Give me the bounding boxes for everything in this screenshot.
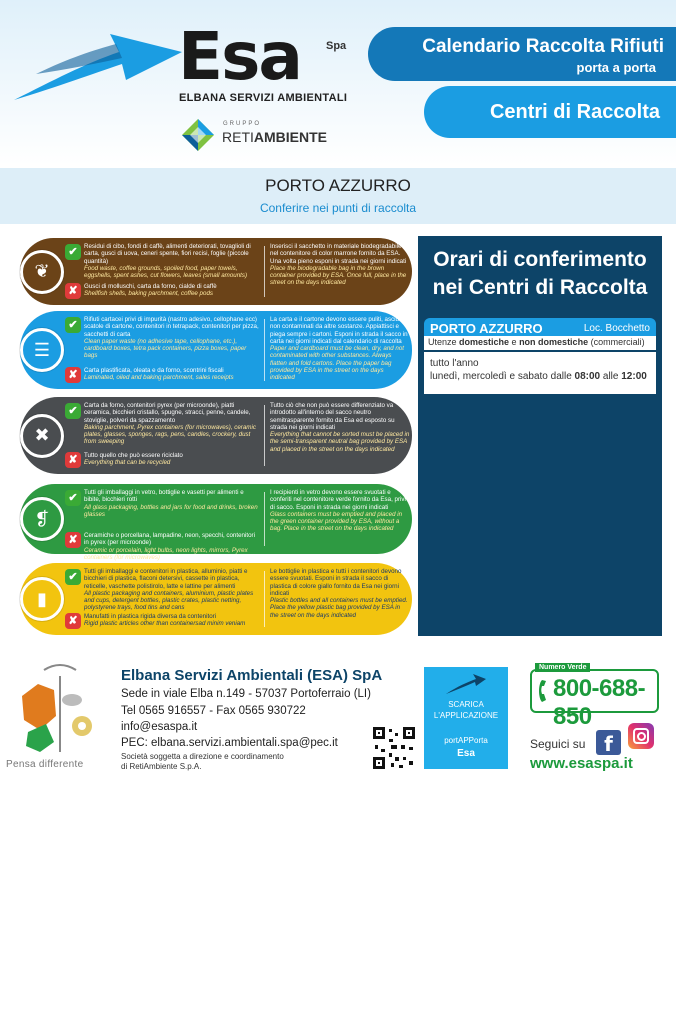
thumbs-down-icon: ✘ (65, 283, 81, 299)
yes-text: Tutti gli imballaggi in vetro, bottiglie e vasetti per alimenti e bibite, bicchieri rotti All glass packaging, bottles and jars for food and drinks, broken glasses (84, 489, 258, 518)
centri-title: Centri di Raccolta (489, 101, 660, 123)
location-name: PORTO AZZURRO (265, 176, 411, 195)
row-divider (264, 246, 265, 297)
retiambiente-logo-icon (180, 117, 216, 153)
company-email[interactable]: info@esaspa.it (121, 721, 198, 733)
instructions-text: Tutto ciò che non può essere differenziato va introdotto all'interno del sacco neutro semitrasparente fornito da Esa ed esposto su strada nei giorni indicati Everything that cannot be sorted must be placed in the semi-transparent neutral bag provided by ESA and placed in the street on the days indicated (270, 402, 410, 453)
orari-utenze: Utenze domestiche e non domestiche (commerciali) (428, 337, 645, 347)
apple-core-icon: ❦ (20, 250, 64, 294)
calendar-subtitle: porta a porta (576, 60, 656, 75)
pensa-differente-label: Pensa differente (6, 759, 84, 770)
esa-logo-subtitle: ELBANA SERVIZI AMBIENTALI (179, 92, 348, 104)
thumbs-up-icon: ✔ (65, 317, 81, 333)
no-text: Gusci di molluschi, carta da forno, cialde di caffè Shellfish shells, baking parchment, coffee pods (84, 283, 217, 298)
instructions-text: Inserisci il sacchetto in materiale biodegradabile nel contenitore di color marrone fornito da ESA. Una volta pieno esponi in strada nei giorni indicati Place the biodegradable bag in the brown container provided by ESA. Once full, place in the street on the days indicated (270, 243, 407, 287)
trash-bin-icon: ✖ (20, 414, 64, 458)
thumbs-down-icon: ✘ (65, 532, 81, 548)
category-row (20, 484, 412, 561)
company-pec[interactable]: PEC: elbana.servizi.ambientali.spa@pec.it (121, 737, 338, 749)
no-text: Ceramiche o porcellana, lampadine, neon, specchi, contenitori in pyrex (per microonde) Ceramic or porcelain, light bulbs, neon lights, mirrors, Pyrex containers (for microwaves) (84, 532, 255, 561)
thumbs-up-icon: ✔ (65, 403, 81, 419)
orari-place: PORTO AZZURRO (430, 321, 543, 336)
yes-text: Residui di cibo, fondi di caffè, alimenti deteriorati, tovaglioli di carta, gusci di uova, ceneri spente, fiori recisi, foglie (piccole quantità) Food waste, coffee grounds, spoiled food, paper towels, eggshells, spent ashes, cut flowers, leaves (small amounts) (84, 243, 251, 280)
instructions-text: La carta e il cartone devono essere puliti, asciutti e non contaminati da altre sostanze. Appiattisci e piega sempre i cartoni. Esponi in strada il sacco in carta nei giorni indicati dal calendario di raccolta Paper and cardboard must be clean, dry, and not contaminated with other substances. Always flatten and fold cartons. Place the paper bag provided by ESA in the street on the days indicated (270, 316, 409, 382)
category-row (20, 238, 412, 305)
no-text: Manufatti in plastica rigida diversa da contenitori Rigid plastic articles other than containersad minim veniam (84, 613, 246, 628)
company-name: Elbana Servizi Ambientali (ESA) SpA (121, 667, 383, 684)
calendar-title: Calendario Raccolta Rifiuti (422, 36, 664, 57)
glass-bottle-icon: ❡ (20, 497, 64, 541)
no-text: Tutto quello che può essere riciclato Everything that can be recycled (84, 452, 183, 467)
paper-document-icon: ☰ (20, 328, 64, 372)
yes-text: Rifiuti cartacei privi di impurità (nastro adesivo, cellophane ecc) scatole di cartone, contenitori in tetrapack, contenitori per pizza, sacchetti di carta Clean paper waste (no adhesive tape, cellophane, etc.), cardboard boxes, tetra pack containers, pizza boxes, paper bags (84, 316, 259, 360)
no-text: Carta plastificata, oleata e da forno, scontrini fiscali Laminated, oiled and baking parchment, sales receipts (84, 367, 234, 382)
category-row (20, 397, 412, 474)
company-address: Sede in viale Elba n.149 - 57037 Portoferraio (LI) (121, 688, 371, 700)
thumbs-down-icon: ✘ (65, 367, 81, 383)
group-name: RETIAMBIENTE (222, 129, 328, 145)
instructions-text: I recipienti in vetro devono essere svuotati e conferiti nel contenitore verde fornito da Esa, privi di sacco. Esponi in strada nei giorni indicati Glass containers must be emptied and placed in the green container provided by ESA, without a bag. Place in the street on the days indicated (270, 489, 406, 533)
instagram-icon[interactable] (628, 723, 654, 749)
instructions-text: Le bottiglie in plastica e tutti i contenitori devono essere svuotati. Esponi in strada il sacco di plastica di colore giallo fornito da Esa nei giorni indicati Plastic bottles and all containers must be emptied. Place the yellow plastic bag provided by ESA in the street on the days indicated (270, 568, 408, 619)
company-tel: Tel 0565 916557 - Fax 0565 930722 (121, 705, 306, 717)
row-divider (264, 405, 265, 466)
plastic-bottle-icon: ▮ (20, 577, 64, 621)
phone-handset-icon (538, 678, 552, 704)
app-esa-logo: Esa (457, 748, 475, 759)
thumbs-up-icon: ✔ (65, 490, 81, 506)
row-divider (264, 571, 265, 627)
row-divider (264, 319, 265, 381)
esa-swoosh-small-icon (446, 672, 486, 696)
yes-text: Tutti gli imballaggi e contenitori in plastica, alluminio, piatti e bicchieri di plastica, flaconi detersivi, cassette in plastica, reticelle, vaschette polistirolo, latte e lattine per alimenti All plastic packaging and containers, aluminium, plastic plates and cups, detergent bottles, plastic crates, plastic netting, polystyrene trays, food tins and cans (84, 568, 254, 612)
row-divider (264, 492, 265, 546)
company-soggetta: Società soggetta a direzione e coordinamento (121, 752, 284, 761)
qr-code-icon[interactable] (371, 725, 417, 771)
app-name: portAPPorta (444, 736, 488, 745)
app-download-line1: SCARICA (448, 700, 484, 709)
thumbs-up-icon: ✔ (65, 244, 81, 260)
thumbs-up-icon: ✔ (65, 569, 81, 585)
orari-location: Loc. Bocchetto (583, 323, 650, 334)
orari-title: Orari di conferimento nei Centri di Raccolta (432, 248, 648, 299)
category-row (20, 311, 412, 389)
orari-period: tutto l'anno (430, 358, 479, 369)
numero-verde-number[interactable]: 800-688-850 (553, 675, 646, 730)
orari-days: lunedì, mercoledì e sabato dalle 08:00 alle 12:00 (430, 371, 647, 382)
esa-logo-spa: Spa (326, 40, 347, 52)
numero-verde-label: Numero Verde (535, 663, 590, 672)
esa-swoosh-logo-icon (14, 22, 184, 106)
thumbs-down-icon: ✘ (65, 613, 81, 629)
location-subtitle: Conferire nei punti di raccolta (259, 201, 417, 215)
yes-text: Carta da forno, contenitori pyrex (per microonde), piatti ceramica, bicchieri cristallo, spugne, stracci, penne, candele, stoviglie, polveri da spazzamento Baking parchment, Pyrex containers (for microwaves), ceramic plates, glasses, sponges, rags, pens, candles, crockery, dust from sweeping (84, 402, 256, 446)
pensa-differente-illustration (14, 656, 110, 756)
app-download-line2: L'APPLICAZIONE (433, 711, 499, 720)
seguici-label: Seguici su (530, 737, 586, 751)
facebook-icon[interactable]: f (596, 730, 621, 755)
group-label: GRUPPO (223, 121, 262, 127)
category-row (20, 563, 412, 635)
esa-logo-text: Esa (178, 18, 301, 95)
thumbs-down-icon: ✘ (65, 452, 81, 468)
website-link[interactable]: www.esaspa.it (530, 755, 633, 772)
company-reti: di RetiAmbiente S.p.A. (121, 762, 202, 771)
